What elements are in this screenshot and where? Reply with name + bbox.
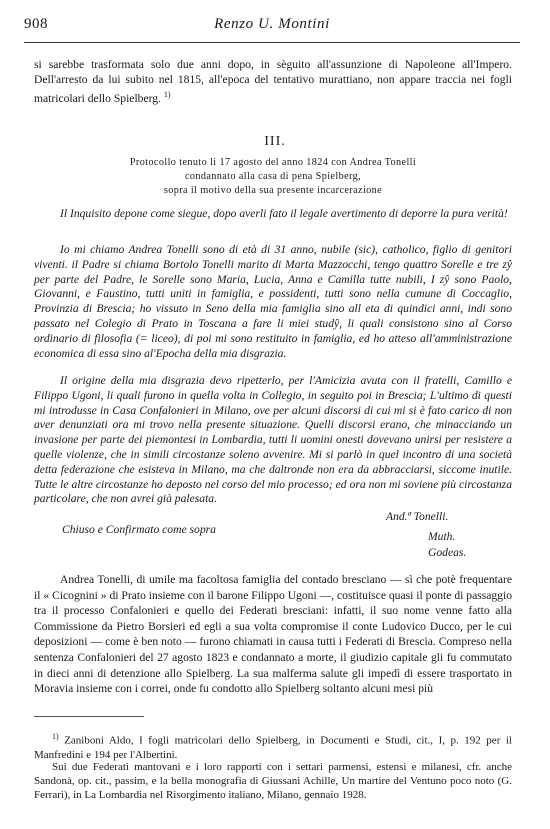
footnote-2: Sui due Federati mantovani e i loro rapporti con i settari parmensi, estensi e milanesi, cfr. anche Sandonà, op. cit., passim, e la bella monografia di Giussani Achille, Un martire del Ventuno poco noto (G. Ferrari), in La Lombardia nel Risorgimento italiano, Milano, gennaio 1928.: [34, 761, 512, 802]
heading-line-1: Protocollo tenuto li 17 agosto del anno 1824 con Andrea Tonelli: [129, 157, 417, 168]
page-header: [24, 16, 520, 38]
page-number: 908: [24, 16, 48, 32]
footnote-reference: 1): [163, 89, 171, 99]
protocol-paragraph-2: Il origine della mia disgrazia devo ripetterlo, per l'Amicizia avuta con il fratelli, Camillo e Filippo Ugoni, li quali furono in quella volta in Collegio, in seguito poi in Brescia; L'ultimo di questi mi introdusse in Casa Confalonieri in Milano, ove per alcuni discorsi di cui mi si è fato carico di non aver denunziati ora mi trovo nella presente situazione. Quelli discorsi erano, che minacciando un invasione per parte dei piemontesi in Lombardia, tutti li uomini onesti dovevano unirsi per resistere a quelle violenze, che in simili circostanze soleno avvenire. Mi si parlò in quel incontro di una società detta federazione che esisteva in Milano, ma che daltronde non era da abbracciarsi, siccome inutile. Tutte le altre circostanze ho deposto nel corso del mio processo; ed ora non mi soviene più circostanza particolare, che non avrei già palesata.: [34, 374, 512, 506]
footnote-separator: [34, 716, 144, 717]
section-heading: [34, 156, 512, 198]
official-signature-1: Muth.: [428, 530, 456, 543]
prisoner-signature: And.ª Tonelli.: [386, 510, 449, 523]
footnote-marker: 1): [52, 732, 59, 741]
header-rule: [24, 42, 520, 43]
heading-line-2: condannato alla casa di pena Spielberg,: [184, 171, 362, 182]
section-number: III.: [264, 134, 286, 149]
commentary-paragraph: Andrea Tonelli, di umile ma facoltosa famiglia del contado bresciano — sì che potè frequentare il « Cicognini » di Prato insieme con il barone Filippo Ugoni —, costituisce quasi il ponte di passaggio tra il processo Confalonieri e quello dei Federati bresciani: infatti, il suo nome venne fatto alla Commissione da Pietro Borsieri ed egli a sua volta compromise il conte Ludovico Ducco, per le cui deposizioni — come è ben noto — furono chiamati in causa tutti i Federati di Brescia. Compreso nella sentenza Confalonieri del 27 agosto 1823 e condannato a morte, il giudizio capitale gli fu commutato in dieci anni di detenzione allo Spielberg. La sua malferma salute gli impedì di essere trasportato in Moravia insieme con i correi, onde fu condotto allo Spielberg soltanto alcuni mesi più: [34, 573, 512, 696]
protocol-paragraph-1: Io mi chiamo Andrea Tonelli sono di età di 31 anno, nubile (sic), catholico, figlio di genitori viventi. il Padre si chiama Bortolo Tonelli marito di Marta Mazzocchi, tengo quattro Sorelle e tre zŷ per parte del Padre, le Sorelle sono Maria, Lucia, Anna e Camilla tutte nubili, I zŷ sono Paolo, Giovanni, e Faustino, tutti uniti in famiglia, e possidenti, tutti sono nella cumune di Coccaglio, Provinzia di Brescia; ho vissuto in Seno della mia famiglia sino all eta di quindici anni, indi sono passato nel Colegio di Prato in Toscana a fare li miei studŷ, li quali consistono sino al Corso ordinario di filosofia (= liceo), di poi mi sono restituito in famiglia, ed ho atteso all'amministrazione economica di essa sino al'Epocha della mia disgrazia.: [34, 243, 512, 360]
closing-formula: Chiuso e Confirmato come sopra: [62, 523, 216, 536]
heading-line-3: sopra il motivo della sua presente incarcerazione: [163, 185, 383, 196]
intro-paragraph: [34, 58, 512, 106]
official-signature-2: Godeas.: [428, 546, 467, 559]
intro-text: si sarebbe trasformata solo due anni dopo, in sèguito all'assunzione di Napoleone all'Impero. Dell'arresto da lui subito nel 1815, all'epoca del tentativo murattiano, non appare traccia nei fogli matricolari dello Spielberg.: [34, 58, 512, 105]
footnote-text-1: Zaniboni Aldo, I fogli matricolari dello Spielberg, in Documenti e Studi, cit., I, p. 192 per il Manfredini e 194 per l'Albertini.: [34, 734, 512, 761]
protocol-opening: Il Inquisito depone come siegue, dopo averli fato il legale avertimento di deporre la pura verità!: [60, 207, 508, 220]
footnote-1: [34, 730, 512, 762]
running-title: Renzo U. Montini: [214, 16, 330, 32]
